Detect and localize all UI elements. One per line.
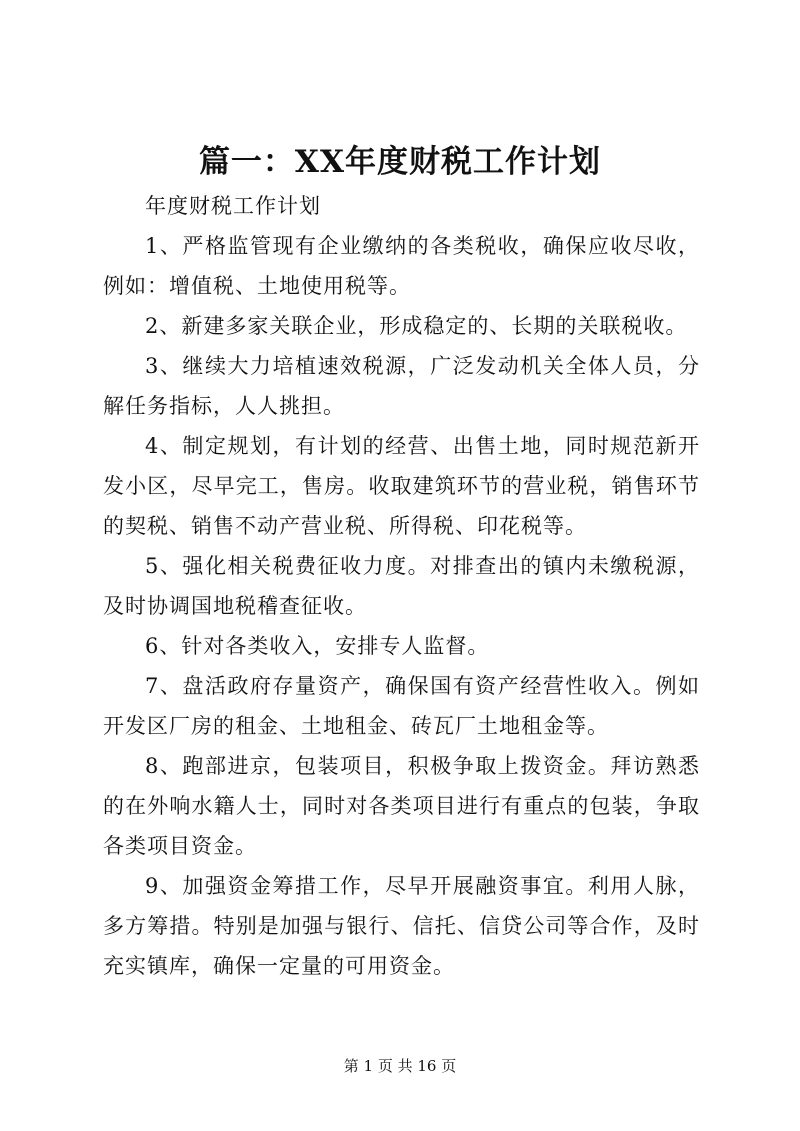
paragraph-6: 6、针对各类收入，安排专人监督。 [145, 634, 490, 658]
paragraph-5: 5、强化相关税费征收力度。对排查出的镇内未缴税源，及时协调国地税稽查征收。 [103, 554, 700, 618]
subtitle-paragraph: 年度财税工作计划 [145, 194, 321, 218]
paragraph-3: 3、继续大力培植速效税源，广泛发动机关全体人员，分解任务指标，人人挑担。 [103, 354, 700, 418]
document-title: 篇一：XX年度财税工作计划 [198, 144, 602, 180]
paragraph-4: 4、制定规划，有计划的经营、出售土地，同时规范新开发小区，尽早完工，售房。收取建筑环节的营业税，销售环节的契税、销售不动产营业税、所得税、印花税等。 [103, 434, 700, 538]
paragraph-1: 1、严格监管现有企业缴纳的各类税收，确保应收尽收，例如：增值税、土地使用税等。 [103, 234, 700, 298]
paragraph-7: 7、盘活政府存量资产，确保国有资产经营性收入。例如开发区厂房的租金、土地租金、砖瓦厂土地租金等。 [103, 674, 700, 738]
page-footer: 第 1 页 共 16 页 [343, 1057, 457, 1075]
paragraph-9: 9、加强资金筹措工作，尽早开展融资事宜。利用人脉，多方筹措。特别是加强与银行、信托、信贷公司等合作，及时充实镇库，确保一定量的可用资金。 [103, 874, 700, 978]
document-body [103, 186, 700, 986]
paragraph-2: 2、新建多家关联企业，形成稳定的、长期的关联税收。 [145, 314, 688, 338]
paragraph-8: 8、跑部进京，包装项目，积极争取上拨资金。拜访熟悉的在外响水籍人士，同时对各类项目进行有重点的包装，争取各类项目资金。 [103, 754, 700, 858]
